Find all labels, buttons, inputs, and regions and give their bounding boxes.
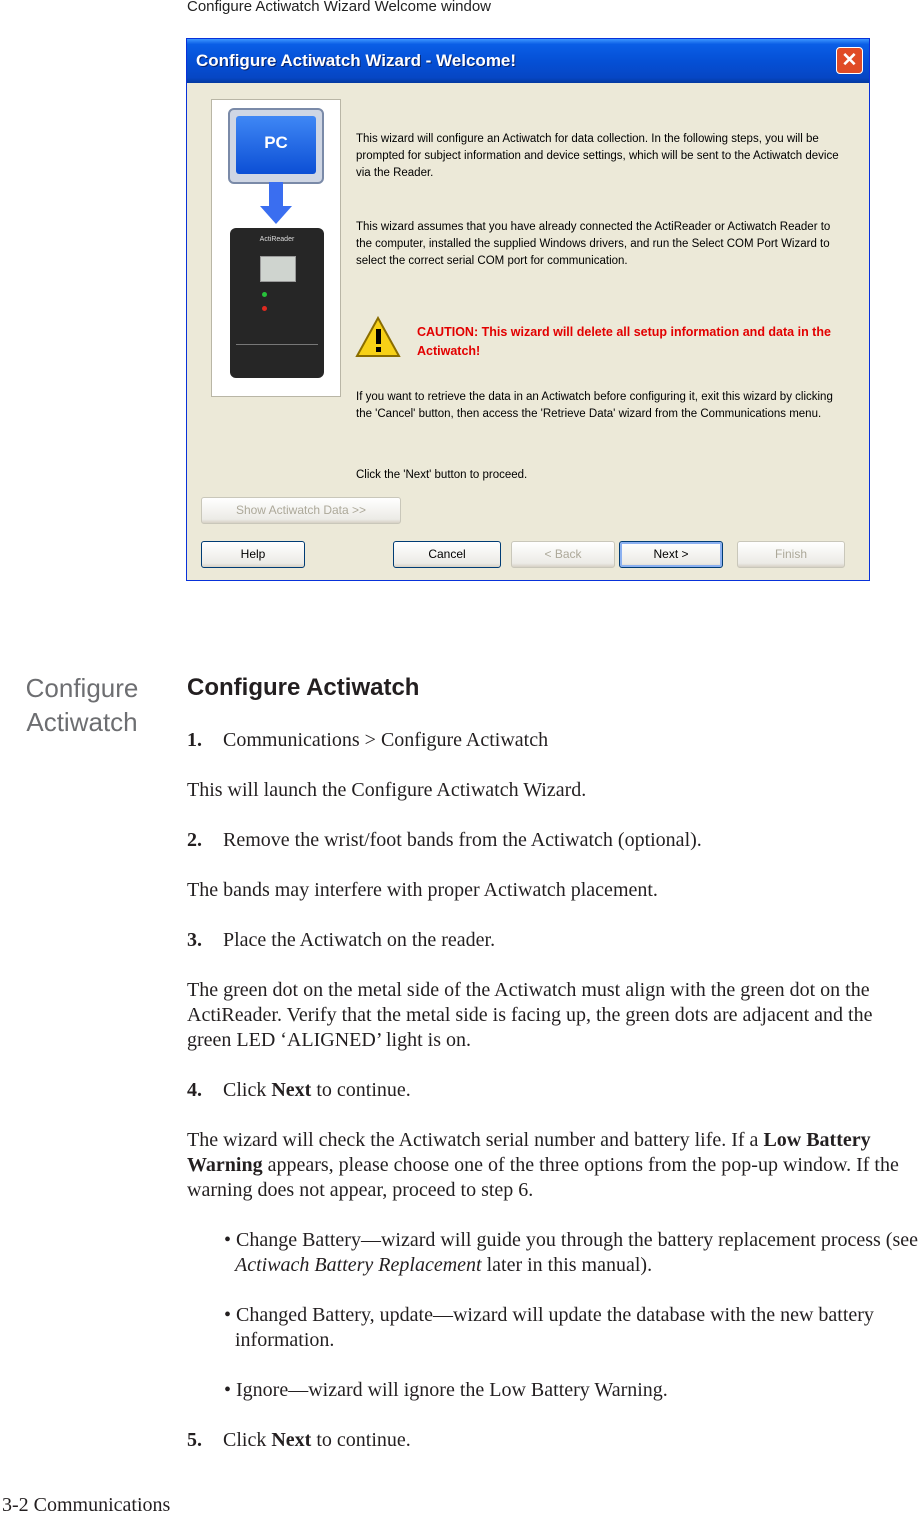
sidebar-heading: Configure Actiwatch bbox=[25, 673, 139, 737]
page-footer: 3-2 Communications bbox=[2, 1494, 171, 1516]
wizard-retrieve-paragraph: If you want to retrieve the data in an Actiwatch before configuring it, exit this wizard by clicking the 'Cancel' button, then access the 'Retrieve Data' wizard from the Communications menu. bbox=[356, 391, 833, 420]
step-4-post: to continue. bbox=[311, 1079, 411, 1101]
step-3-text: Place the Actiwatch on the reader. bbox=[223, 929, 496, 951]
option-change-post: later in this manual). bbox=[481, 1254, 653, 1276]
warning-icon bbox=[355, 316, 401, 358]
next-button[interactable]: Next > bbox=[619, 541, 723, 568]
option-change-battery bbox=[224, 1228, 919, 1278]
caution-message: CAUTION: This wizard will delete all setup information and data in the Actiwatch! bbox=[417, 325, 831, 358]
cancel-button[interactable]: Cancel bbox=[393, 541, 501, 568]
configure-wizard-dialog bbox=[186, 38, 870, 581]
pc-label: PC bbox=[236, 116, 316, 174]
close-button[interactable] bbox=[836, 47, 863, 74]
step-2-number: 2. bbox=[187, 829, 202, 851]
pc-monitor-icon bbox=[228, 108, 324, 184]
down-arrow-icon bbox=[269, 182, 283, 208]
step-5-pre: Click bbox=[223, 1429, 272, 1451]
wizard-proceed-paragraph: Click the 'Next' button to proceed. bbox=[356, 469, 528, 481]
actireader-device-icon bbox=[230, 228, 324, 378]
show-actiwatch-data-button[interactable]: Show Actiwatch Data >> bbox=[201, 497, 401, 524]
step-4 bbox=[187, 1078, 915, 1103]
wizard-assumption-paragraph: This wizard assumes that you have already connected the ActiReader or Actiwatch Reader to the computer, installed the supplied Windows drivers, and run the Select COM Port Wizard to select the correct serial COM port for communication. bbox=[356, 221, 831, 267]
step-2-text: Remove the wrist/foot bands from the Actiwatch (optional). bbox=[223, 829, 702, 851]
reader-divider bbox=[236, 344, 318, 345]
option-changed-battery: • Changed Battery, update—wizard will update the database with the new battery information. bbox=[224, 1304, 874, 1351]
help-button[interactable]: Help bbox=[201, 541, 305, 568]
finish-button[interactable]: Finish bbox=[737, 541, 845, 568]
step-4-next-label: Next bbox=[271, 1079, 312, 1101]
step-5-number: 5. bbox=[187, 1429, 202, 1451]
step-4-note-pre: The wizard will check the Actiwatch serial number and battery life. If a bbox=[187, 1129, 764, 1151]
back-button[interactable]: < Back bbox=[511, 541, 615, 568]
step-5-next-label: Next bbox=[271, 1429, 312, 1451]
wizard-illustration bbox=[211, 99, 341, 397]
step-2-note: The bands may interfere with proper Actiwatch placement. bbox=[187, 879, 658, 901]
step-1-text: Communications > Configure Actiwatch bbox=[223, 729, 549, 751]
step-3-note: The green dot on the metal side of the Actiwatch must align with the green dot on the ActiReader. Verify that the metal side is facing up, the green dots are adjacent and the green LED ‘ALIGNED’ light is on. bbox=[187, 979, 873, 1051]
close-icon: ✕ bbox=[841, 50, 858, 71]
step-1-number: 1. bbox=[187, 729, 202, 751]
figure-caption: Configure Actiwatch Wizard Welcome window bbox=[187, 0, 492, 15]
step-2 bbox=[187, 828, 915, 853]
step-4-pre: Click bbox=[223, 1079, 272, 1101]
option-ignore: • Ignore—wizard will ignore the Low Battery Warning. bbox=[224, 1379, 668, 1401]
step-1 bbox=[187, 728, 915, 753]
wizard-intro-paragraph: This wizard will configure an Actiwatch for data collection. In the following steps, you will be prompted for subject information and device settings, which will be sent to the Actiwatch device via the Reader. bbox=[356, 133, 839, 179]
step-4-note-post: appears, please choose one of the three options from the pop-up window. If the warning does not appear, proceed to step 6. bbox=[187, 1154, 899, 1201]
dialog-title: Configure Actiwatch Wizard - Welcome! bbox=[196, 51, 517, 70]
reader-display-window bbox=[260, 256, 296, 282]
down-arrowhead-icon bbox=[260, 206, 292, 224]
section-title: Configure Actiwatch bbox=[187, 674, 420, 701]
step-3-number: 3. bbox=[187, 929, 202, 951]
option-change-pre: • Change Battery—wizard will guide you through the battery replacement process (see bbox=[224, 1229, 918, 1251]
step-4-note bbox=[187, 1128, 915, 1203]
red-led-icon bbox=[262, 306, 267, 311]
option-change-italic: Actiwach Battery Replacement bbox=[235, 1254, 482, 1276]
step-5-post: to continue. bbox=[311, 1429, 411, 1451]
green-led-icon bbox=[262, 292, 267, 297]
step-5 bbox=[187, 1428, 915, 1453]
dialog-titlebar[interactable] bbox=[187, 39, 869, 83]
step-4-number: 4. bbox=[187, 1079, 202, 1101]
low-battery-warning-label: Low Battery Warning bbox=[187, 1129, 871, 1176]
step-1-note: This will launch the Configure Actiwatch Wizard. bbox=[187, 779, 587, 801]
step-3 bbox=[187, 928, 915, 953]
reader-label: ActiReader bbox=[259, 236, 295, 243]
